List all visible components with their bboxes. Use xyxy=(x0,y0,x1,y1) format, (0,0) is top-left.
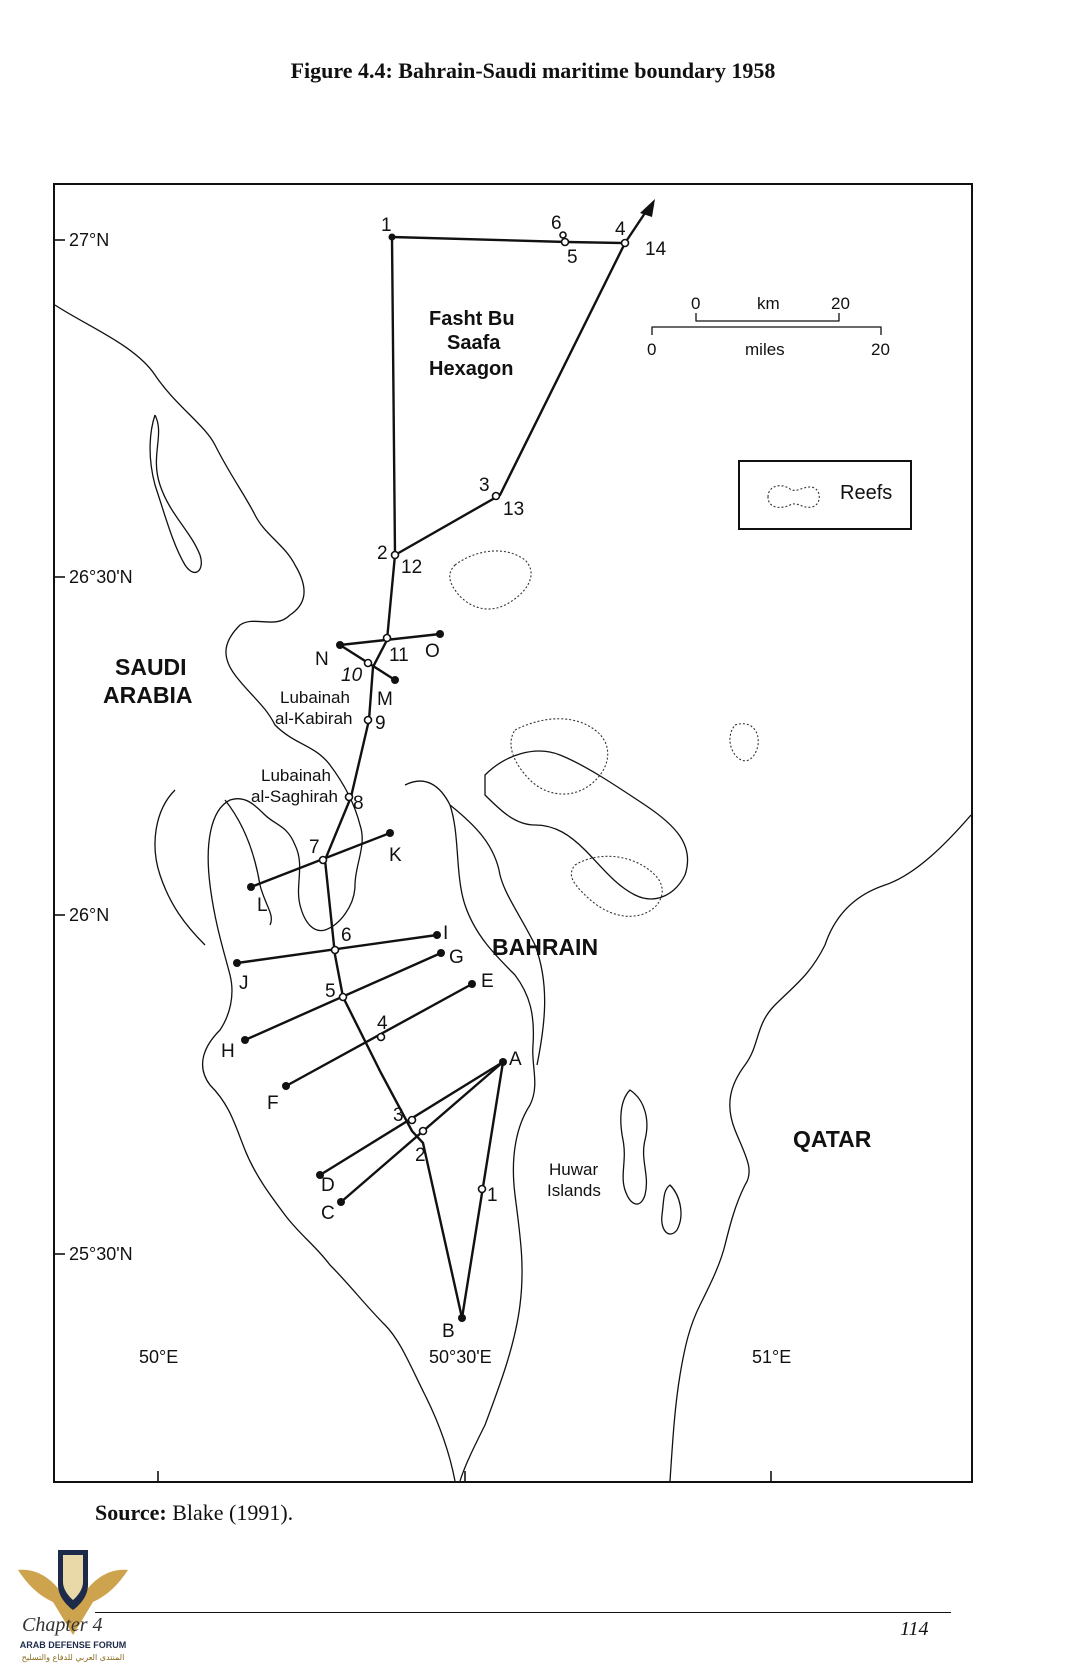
point-p2-label: 2 xyxy=(377,543,388,564)
point-p8-label: 8 xyxy=(353,793,364,814)
point-H-dot xyxy=(241,1036,249,1044)
scale-km-start: 0 xyxy=(691,294,701,313)
point-p14-label: 14 xyxy=(645,239,667,260)
point-F-label: F xyxy=(267,1093,279,1114)
reef-north xyxy=(450,551,531,609)
point-s6-dot xyxy=(332,947,339,954)
point-L-label: L xyxy=(257,895,268,916)
forum-name-en: ARAB DEFENSE FORUM xyxy=(19,1640,127,1650)
hexagon-arrow-head xyxy=(640,199,655,217)
point-p11-dot xyxy=(384,635,391,642)
figure-title: Figure 4.4: Bahrain-Saudi maritime boundary 1958 xyxy=(290,58,776,83)
point-B-dot xyxy=(458,1314,466,1322)
source-text: Blake (1991). xyxy=(166,1500,294,1525)
chapter-label: Chapter 4 xyxy=(22,1614,103,1636)
huwar-islands-label-line1: Huwar xyxy=(549,1160,599,1179)
lubainah-saghirah-label-line2: al-Saghirah xyxy=(251,787,338,806)
lat-label-26: 26°N xyxy=(69,905,110,925)
point-p9-label: 9 xyxy=(375,713,386,734)
lubainah-saghirah-label-line1: Lubainah xyxy=(261,766,331,785)
lat-label-26-30: 26°30'N xyxy=(69,567,133,587)
scale-km-label: km xyxy=(757,294,780,313)
scale-miles-end: 20 xyxy=(871,340,890,359)
reef-sitra xyxy=(571,856,662,916)
qatar-label: QATAR xyxy=(793,1126,872,1152)
point-p5-dot xyxy=(562,239,569,246)
scale-km-end: 20 xyxy=(831,294,850,313)
reef-legend-icon xyxy=(760,477,830,517)
point-L-dot xyxy=(247,883,255,891)
point-p11-label: 11 xyxy=(389,645,409,666)
point-p13-label: 13 xyxy=(503,499,525,520)
lon-label-51: 51°E xyxy=(752,1347,792,1367)
point-I-dot xyxy=(433,931,441,939)
point-p10-dot xyxy=(365,660,372,667)
hexagon-label-line1: Fasht Bu xyxy=(429,308,515,330)
point-M-dot xyxy=(391,676,399,684)
hexagon-label-line3: Hexagon xyxy=(429,358,514,380)
saudi-arabia-label-line2: ARABIA xyxy=(103,682,193,708)
lubainah-kabirah-label-line1: Lubainah xyxy=(280,688,350,707)
point-s5-label: 5 xyxy=(325,981,336,1002)
scale-miles-start: 0 xyxy=(647,340,657,359)
point-s2-dot xyxy=(420,1128,427,1135)
point-s4-dot xyxy=(378,1034,385,1041)
point-p4-dot xyxy=(622,240,629,247)
point-s1-label: 1 xyxy=(487,1185,498,1206)
hexagon-label-line2: Saafa xyxy=(447,332,501,354)
scale-miles-bar xyxy=(652,327,881,335)
point-B-label: B xyxy=(442,1321,455,1342)
point-s5-dot xyxy=(340,994,347,1001)
point-G-dot xyxy=(437,949,445,957)
point-E-dot xyxy=(468,980,476,988)
lon-label-50-30: 50°30'E xyxy=(429,1347,492,1367)
point-p1-label: 1 xyxy=(381,215,392,236)
map-frame xyxy=(53,183,973,1483)
footer-divider xyxy=(95,1612,951,1613)
point-p6-label: 6 xyxy=(551,213,562,234)
point-N-dot xyxy=(336,641,344,649)
source-citation xyxy=(95,1500,293,1526)
scale-km-bar xyxy=(696,313,839,321)
point-s4-label: 4 xyxy=(377,1013,388,1034)
point-A-label: A xyxy=(509,1049,522,1070)
point-s6-label: 6 xyxy=(341,925,352,946)
point-p9-dot xyxy=(365,717,372,724)
point-K-label: K xyxy=(389,845,402,866)
saudi-inlet-north xyxy=(150,415,201,572)
point-p2-dot xyxy=(392,552,399,559)
legend-box xyxy=(738,460,912,530)
huwar-islands-label-line2: Islands xyxy=(547,1181,601,1200)
legend-reefs-label: Reefs xyxy=(840,482,893,504)
point-C-dot xyxy=(337,1198,345,1206)
huwar-islands-south xyxy=(662,1185,681,1234)
point-s1-dot xyxy=(479,1186,486,1193)
map-canvas xyxy=(55,185,971,1481)
point-C-label: C xyxy=(321,1203,335,1224)
point-s3-dot xyxy=(409,1117,416,1124)
point-J-label: J xyxy=(239,973,249,994)
saudi-peninsula xyxy=(155,790,205,945)
point-K-dot xyxy=(386,829,394,837)
page-number: 114 xyxy=(900,1618,929,1640)
point-D-label: D xyxy=(321,1175,335,1196)
point-p3-label: 3 xyxy=(479,475,490,496)
reef-east-of-bahrain xyxy=(511,719,608,794)
point-N-label: N xyxy=(315,649,329,670)
point-s7-dot xyxy=(320,857,327,864)
huwar-islands xyxy=(621,1090,647,1204)
point-H-label: H xyxy=(221,1041,235,1062)
point-E-label: E xyxy=(481,971,494,992)
point-O-label: O xyxy=(425,641,440,662)
point-F-dot xyxy=(282,1082,290,1090)
point-p4-label: 4 xyxy=(615,219,626,240)
point-p12-label: 12 xyxy=(401,557,423,578)
point-s7-label: 7 xyxy=(309,837,320,858)
point-p8-dot xyxy=(346,794,353,801)
point-s3-label: 3 xyxy=(393,1105,404,1126)
source-key: Source: xyxy=(95,1500,167,1525)
saudi-arabia-label-line1: SAUDI xyxy=(115,654,187,680)
point-p5-label: 5 xyxy=(567,247,578,268)
point-A-dot xyxy=(499,1058,507,1066)
lon-label-50: 50°E xyxy=(139,1347,179,1367)
point-p10-label: 10 xyxy=(341,665,363,686)
point-p3-dot xyxy=(493,493,500,500)
bahrain-label: BAHRAIN xyxy=(492,934,599,960)
lat-label-25-30: 25°30'N xyxy=(69,1244,133,1264)
scale-miles-label: miles xyxy=(745,340,785,359)
lat-label-27: 27°N xyxy=(69,230,110,250)
point-M-label: M xyxy=(377,689,393,710)
point-s2-label: 2 xyxy=(415,1145,426,1166)
point-G-label: G xyxy=(449,947,464,968)
forum-name-ar: المنتدى العربي للدفاع والتسليح xyxy=(21,1653,125,1662)
point-I-label: I xyxy=(443,923,449,944)
lubainah-kabirah-label-line2: al-Kabirah xyxy=(275,709,353,728)
forum-watermark-logo xyxy=(8,1540,138,1670)
point-O-dot xyxy=(436,630,444,638)
point-J-dot xyxy=(233,959,241,967)
reef-far-east xyxy=(730,724,758,761)
